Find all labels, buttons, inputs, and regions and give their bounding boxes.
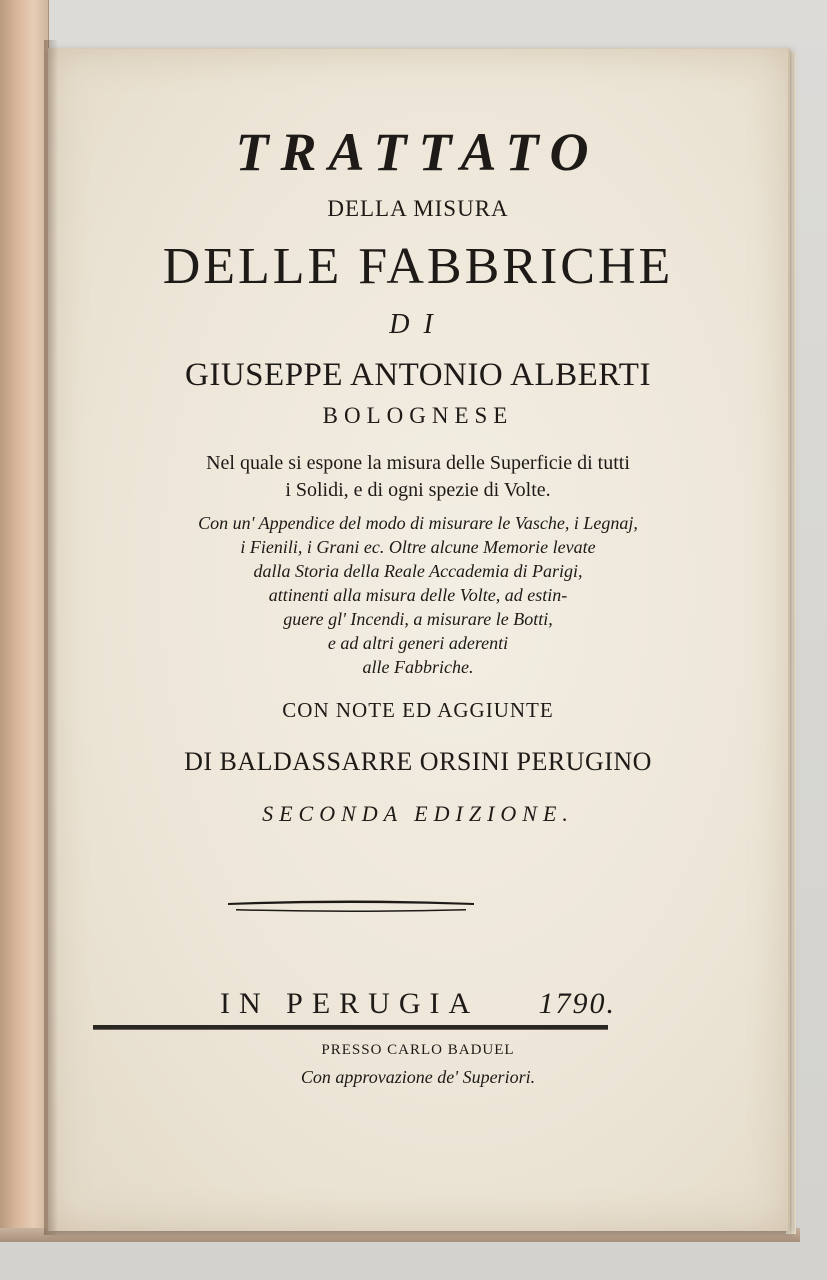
author-origin: BOLOGNESE bbox=[322, 403, 514, 428]
editor-line: DI BALDASSARRE ORSINI PERUGINO bbox=[184, 747, 652, 776]
double-rule-ornament-icon bbox=[226, 896, 476, 914]
appendix-line: Con un' Appendice del modo di misurare le Vasche, i Legnaj, bbox=[198, 513, 638, 533]
imprint-rule bbox=[93, 1025, 608, 1030]
subtitle-large: DELLE FABBRICHE bbox=[162, 238, 674, 295]
book-cover-edge bbox=[0, 0, 49, 1240]
appendix-line: alle Fabbriche. bbox=[362, 657, 474, 677]
description-line: Nel quale si espone la misura delle Superficie di tutti bbox=[206, 452, 630, 474]
subtitle-small: DELLA MISURA bbox=[327, 196, 509, 221]
appendix-line: e ad altri generi aderenti bbox=[327, 633, 509, 653]
appendix-line: dalla Storia della Reale Accademia di Parigi, bbox=[253, 561, 583, 581]
appendix-line: guere gl' Incendi, a misurare le Botti, bbox=[283, 609, 553, 629]
edition-line: SECONDA EDIZIONE. bbox=[262, 801, 574, 826]
imprint-place: IN PERUGIA bbox=[219, 987, 478, 1020]
notes-line: CON NOTE ED AGGIUNTE bbox=[282, 698, 554, 722]
printer-line: PRESSO CARLO BADUEL bbox=[321, 1042, 515, 1058]
appendix-line: i Fienili, i Grani ec. Oltre alcune Memorie levate bbox=[240, 537, 596, 557]
spine-shadow bbox=[44, 40, 58, 1235]
appendix-line: attinenti alla misura delle Volte, ad estin- bbox=[268, 585, 568, 605]
imprint-line bbox=[48, 987, 788, 1021]
description-line: i Solidi, e di ogni spezie di Volte. bbox=[285, 479, 551, 501]
author-name: GIUSEPPE ANTONIO ALBERTI bbox=[185, 357, 651, 393]
author-prefix: DI bbox=[389, 309, 447, 340]
book-title: TRATTATO bbox=[235, 122, 601, 182]
title-page bbox=[48, 48, 790, 1231]
imprint-year: 1790. bbox=[538, 987, 616, 1020]
approval-line: Con approvazione de' Superiori. bbox=[300, 1067, 536, 1087]
